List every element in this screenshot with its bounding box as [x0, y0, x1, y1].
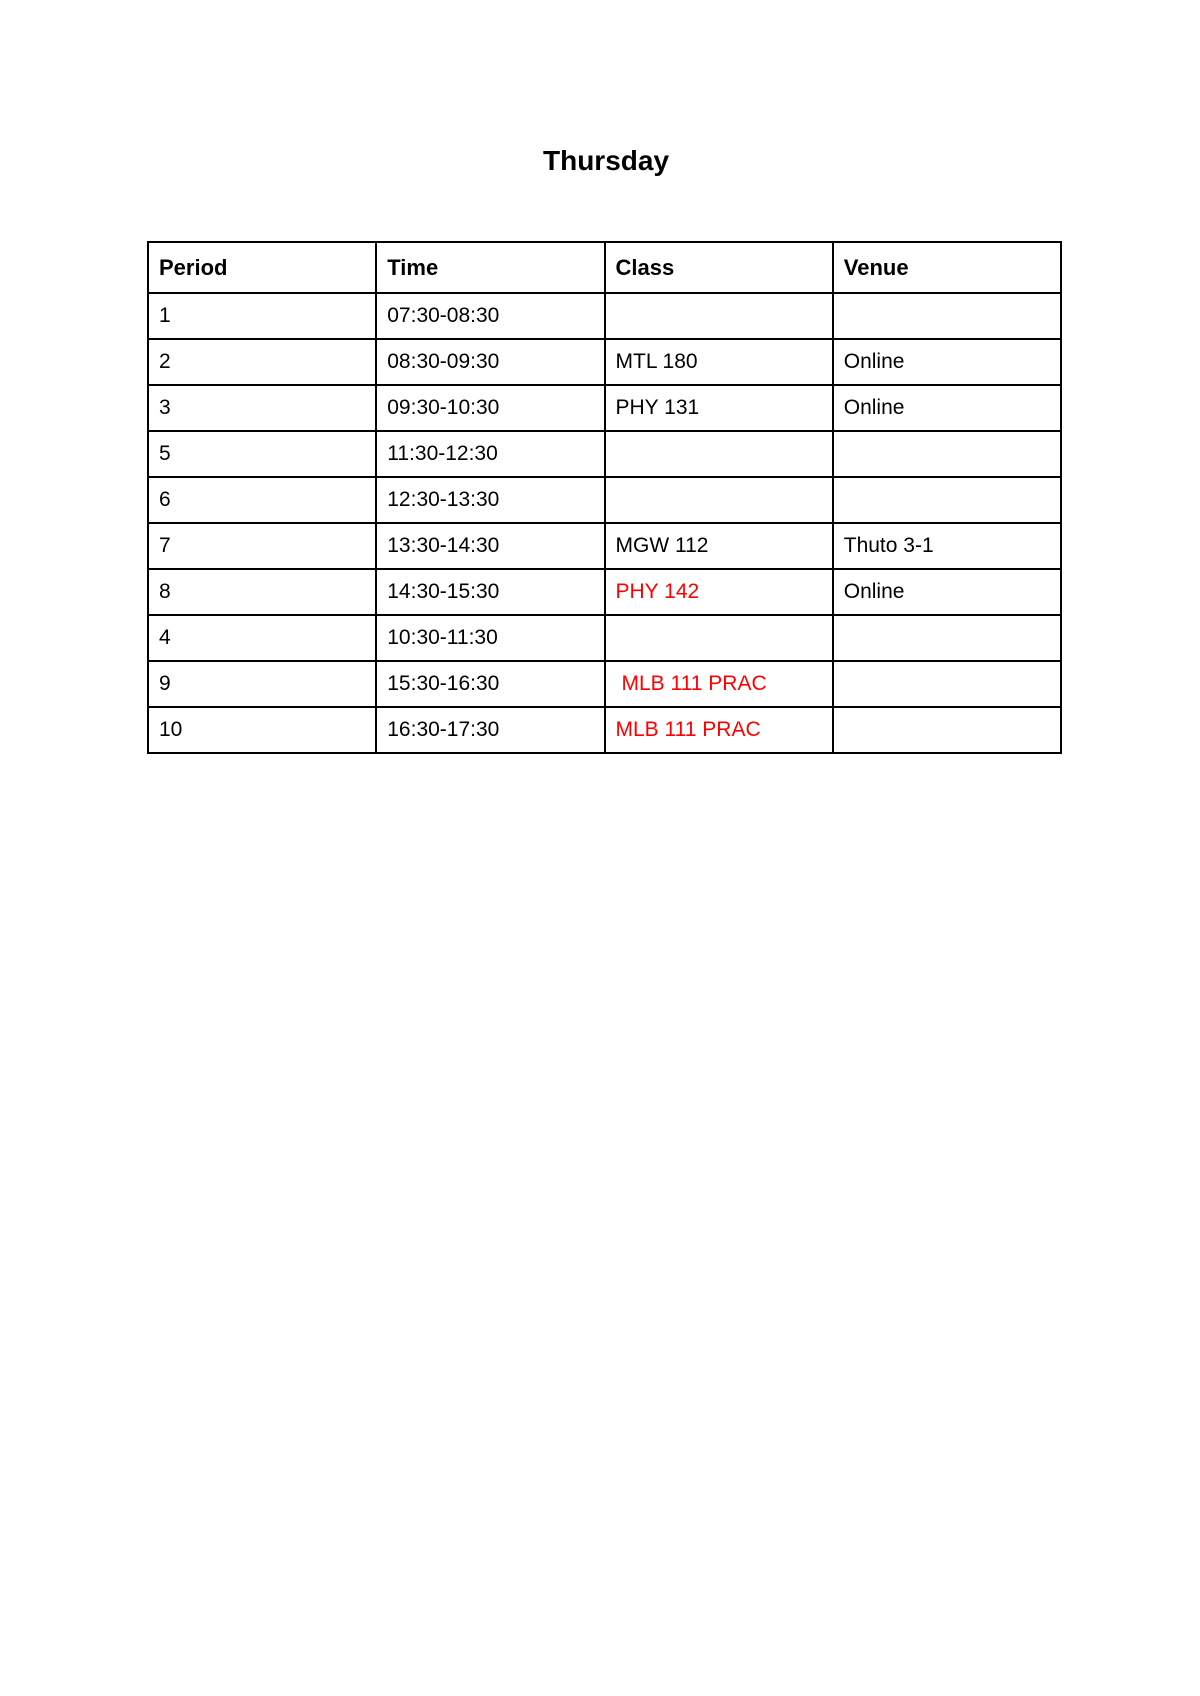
table-row — [148, 477, 1061, 523]
cell-time: 14:30-15:30 — [376, 569, 604, 615]
table-row — [148, 707, 1061, 753]
table-row — [148, 431, 1061, 477]
table-row — [148, 339, 1061, 385]
cell-period: 6 — [148, 477, 376, 523]
cell-period: 8 — [148, 569, 376, 615]
table-row — [148, 293, 1061, 339]
cell-class: MTL 180 — [605, 339, 833, 385]
timetable — [147, 241, 1062, 754]
cell-time: 07:30-08:30 — [376, 293, 604, 339]
cell-time: 16:30-17:30 — [376, 707, 604, 753]
cell-time: 09:30-10:30 — [376, 385, 604, 431]
cell-class-highlighted: PHY 142 — [605, 569, 833, 615]
cell-venue: Thuto 3-1 — [833, 523, 1061, 569]
cell-time: 10:30-11:30 — [376, 615, 604, 661]
header-period: Period — [148, 242, 376, 293]
cell-venue: Online — [833, 339, 1061, 385]
cell-time: 15:30-16:30 — [376, 661, 604, 707]
cell-time: 13:30-14:30 — [376, 523, 604, 569]
cell-period: 2 — [148, 339, 376, 385]
cell-class-highlighted: MLB 111 PRAC — [605, 707, 833, 753]
table-row — [148, 523, 1061, 569]
cell-class: PHY 131 — [605, 385, 833, 431]
page-title: Thursday — [542, 145, 670, 176]
cell-venue — [833, 477, 1061, 523]
cell-venue — [833, 293, 1061, 339]
cell-venue — [833, 615, 1061, 661]
header-time: Time — [376, 242, 604, 293]
table-row — [148, 615, 1061, 661]
cell-venue — [833, 431, 1061, 477]
cell-period: 9 — [148, 661, 376, 707]
cell-time: 11:30-12:30 — [376, 431, 604, 477]
cell-class-highlighted: MLB 111 PRAC — [605, 661, 833, 707]
cell-venue: Online — [833, 569, 1061, 615]
header-venue: Venue — [833, 242, 1061, 293]
table-row — [148, 385, 1061, 431]
cell-period: 3 — [148, 385, 376, 431]
table-row — [148, 569, 1061, 615]
cell-period: 1 — [148, 293, 376, 339]
cell-time: 12:30-13:30 — [376, 477, 604, 523]
cell-period: 10 — [148, 707, 376, 753]
cell-period: 5 — [148, 431, 376, 477]
cell-class — [605, 477, 833, 523]
cell-class: MGW 112 — [605, 523, 833, 569]
cell-venue — [833, 661, 1061, 707]
cell-class — [605, 615, 833, 661]
cell-period: 7 — [148, 523, 376, 569]
cell-time: 08:30-09:30 — [376, 339, 604, 385]
cell-class — [605, 431, 833, 477]
table-header-row — [148, 242, 1061, 293]
cell-venue: Online — [833, 385, 1061, 431]
cell-class — [605, 293, 833, 339]
header-class: Class — [605, 242, 833, 293]
cell-venue — [833, 707, 1061, 753]
table-row — [148, 661, 1061, 707]
cell-period: 4 — [148, 615, 376, 661]
